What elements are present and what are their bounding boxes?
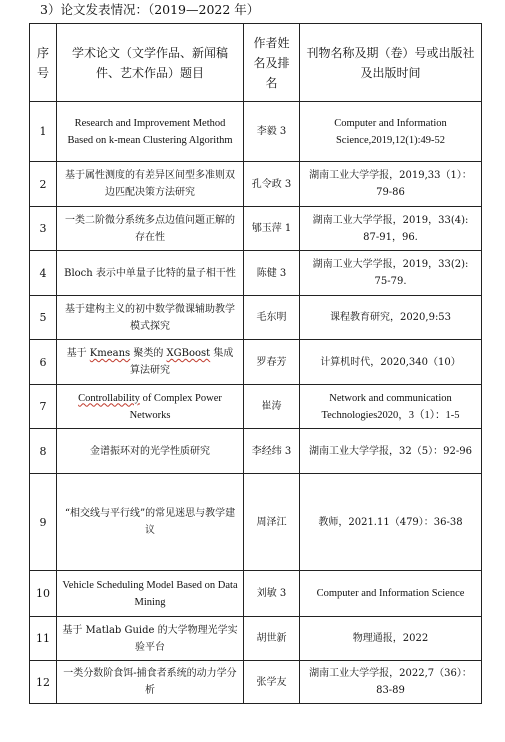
table-row [30, 617, 482, 661]
row-author: 孔令政 3 [244, 162, 300, 207]
table-row [30, 571, 482, 617]
row-author: 李经纬 3 [244, 429, 300, 474]
row-index: 6 [30, 340, 57, 385]
row-publication: 物理通报，2022 [300, 617, 482, 661]
row-publication: 湖南工业大学学报，2019，33(2): 75-79. [300, 251, 482, 296]
table-row [30, 385, 482, 429]
row-publication: 湖南工业大学学报，2022,7（36）：83-89 [300, 661, 482, 704]
column-header-author: 作者姓名及排名 [244, 24, 300, 102]
row-title: “相交线与平行线”的常见迷思与教学建议 [57, 474, 244, 571]
row-author: 罗春芳 [244, 340, 300, 385]
row-title: 基于属性测度的有差异区间型多准则双边匹配决策方法研究 [57, 162, 244, 207]
title-text: 集成算法研究 [130, 348, 234, 376]
row-index: 8 [30, 429, 57, 474]
spellcheck-marked-word: Kmeans [89, 348, 131, 359]
row-author: 张学友 [244, 661, 300, 704]
row-author: 刘敏 3 [244, 571, 300, 617]
row-publication: 计算机时代，2020,340（10） [300, 340, 482, 385]
spellcheck-marked-word: XGBoost [166, 348, 211, 359]
title-text: of Complex Power Networks [129, 392, 222, 421]
row-title [57, 340, 244, 385]
row-index: 1 [30, 102, 57, 162]
row-index: 12 [30, 661, 57, 704]
row-title: Bloch 表示中单量子比特的量子相干性 [57, 251, 244, 296]
table-row [30, 296, 482, 340]
row-author: 崔涛 [244, 385, 300, 429]
table-row [30, 102, 482, 162]
row-publication: 湖南工业大学学报，2019，33(4): 87-91，96. [300, 207, 482, 251]
row-index: 2 [30, 162, 57, 207]
row-publication: Computer and Information Science [300, 571, 482, 617]
row-index: 3 [30, 207, 57, 251]
row-author: 胡世新 [244, 617, 300, 661]
title-text: 基于 [66, 348, 90, 359]
publications-table [29, 23, 482, 704]
row-publication: Network and communication Technologies2020，3（1）：1-5 [300, 385, 482, 429]
row-author: 郇玉萍 1 [244, 207, 300, 251]
section-heading: 3）论文发表情况：（2019—2022 年） [40, 2, 260, 17]
spellcheck-marked-word: Controllability [78, 392, 140, 404]
column-header-index: 序号 [30, 24, 57, 102]
row-publication: 课程教育研究，2020,9:53 [300, 296, 482, 340]
row-title: Research and Improvement Method Based on k-mean Clustering Algorithm [57, 102, 244, 162]
row-publication: 湖南工业大学学报，2019,33（1）：79-86 [300, 162, 482, 207]
row-title: Vehicle Scheduling Model Based on Data Mining [57, 571, 244, 617]
row-title [57, 385, 244, 429]
row-index: 9 [30, 474, 57, 571]
row-author: 陈健 3 [244, 251, 300, 296]
row-index: 5 [30, 296, 57, 340]
row-index: 7 [30, 385, 57, 429]
row-publication: 湖南工业大学学报，32（5）：92-96 [300, 429, 482, 474]
row-index: 11 [30, 617, 57, 661]
row-publication: Computer and Information Science,2019,12(1):49-52 [300, 102, 482, 162]
table-row [30, 251, 482, 296]
table-row [30, 162, 482, 207]
row-author: 周泽江 [244, 474, 300, 571]
table-row [30, 474, 482, 571]
row-title: 基于建构主义的初中数学微课辅助教学模式探究 [57, 296, 244, 340]
column-header-publication: 刊物名称及期（卷）号或出版社及出版时间 [300, 24, 482, 102]
column-header-title: 学术论文（文学作品、新闻稿件、艺术作品）题目 [57, 24, 244, 102]
row-index: 10 [30, 571, 57, 617]
row-author: 毛东明 [244, 296, 300, 340]
row-title: 基于 Matlab Guide 的大学物理光学实验平台 [57, 617, 244, 661]
table-row [30, 207, 482, 251]
table-row [30, 661, 482, 704]
row-title: 一类分数阶食饵-捕食者系统的动力学分析 [57, 661, 244, 704]
row-index: 4 [30, 251, 57, 296]
row-title: 金谱振环对的光学性质研究 [57, 429, 244, 474]
table-row [30, 429, 482, 474]
header-row [30, 24, 482, 102]
table-row [30, 340, 482, 385]
row-author: 李毅 3 [244, 102, 300, 162]
title-text: 聚类的 [130, 348, 167, 359]
row-title: 一类二阶微分系统多点边值问题正解的存在性 [57, 207, 244, 251]
row-publication: 教师，2021.11（479）：36-38 [300, 474, 482, 571]
